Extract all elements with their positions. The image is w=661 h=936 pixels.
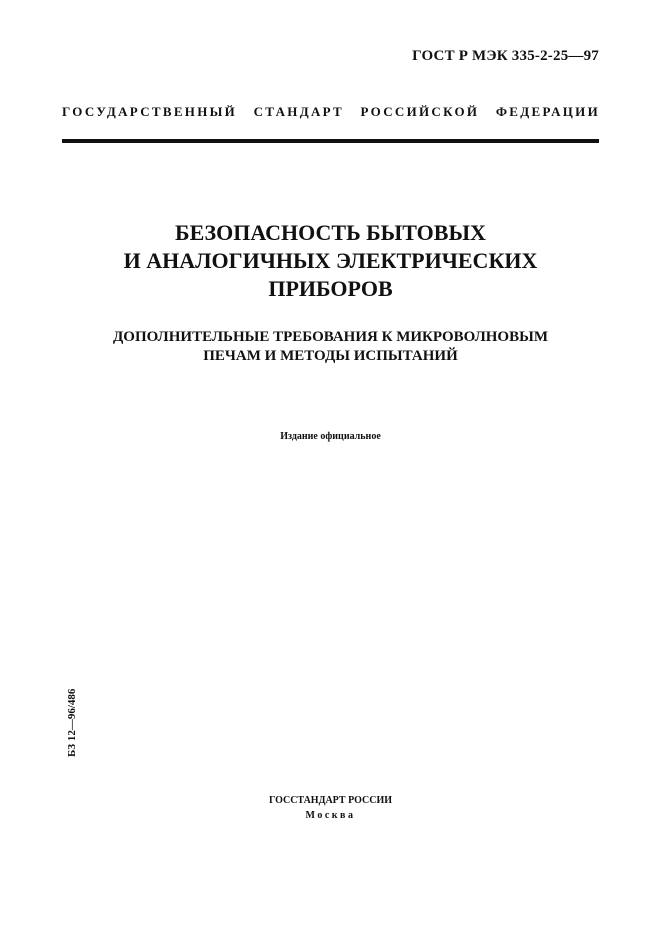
publication-city: Москва	[305, 810, 356, 821]
publisher-name: ГОССТАНДАРТ РОССИИ	[268, 795, 393, 806]
subtitle-line-1: ДОПОЛНИТЕЛЬНЫЕ ТРЕБОВАНИЯ К МИКРОВОЛНОВЫМ	[112, 329, 548, 345]
title-line-3: ПРИБОРОВ	[268, 276, 393, 301]
title-line-1: БЕЗОПАСНОСТЬ БЫТОВЫХ	[175, 220, 486, 245]
state-standard-heading: ГОСУДАРСТВЕННЫЙ СТАНДАРТ РОССИЙСКОЙ ФЕДЕРАЦИИ	[62, 104, 600, 119]
heading-divider	[62, 139, 599, 143]
document-code: ГОСТ Р МЭК 335-2-25—97	[412, 48, 599, 64]
side-registration-code: БЗ 12—96/486	[66, 688, 78, 757]
document-title	[62, 219, 599, 303]
edition-label: Издание официальное	[280, 431, 381, 442]
title-line-2: И АНАЛОГИЧНЫХ ЭЛЕКТРИЧЕСКИХ	[123, 248, 538, 273]
subtitle-line-2: ПЕЧАМ И МЕТОДЫ ИСПЫТАНИЙ	[203, 348, 458, 364]
document-subtitle	[62, 328, 599, 366]
